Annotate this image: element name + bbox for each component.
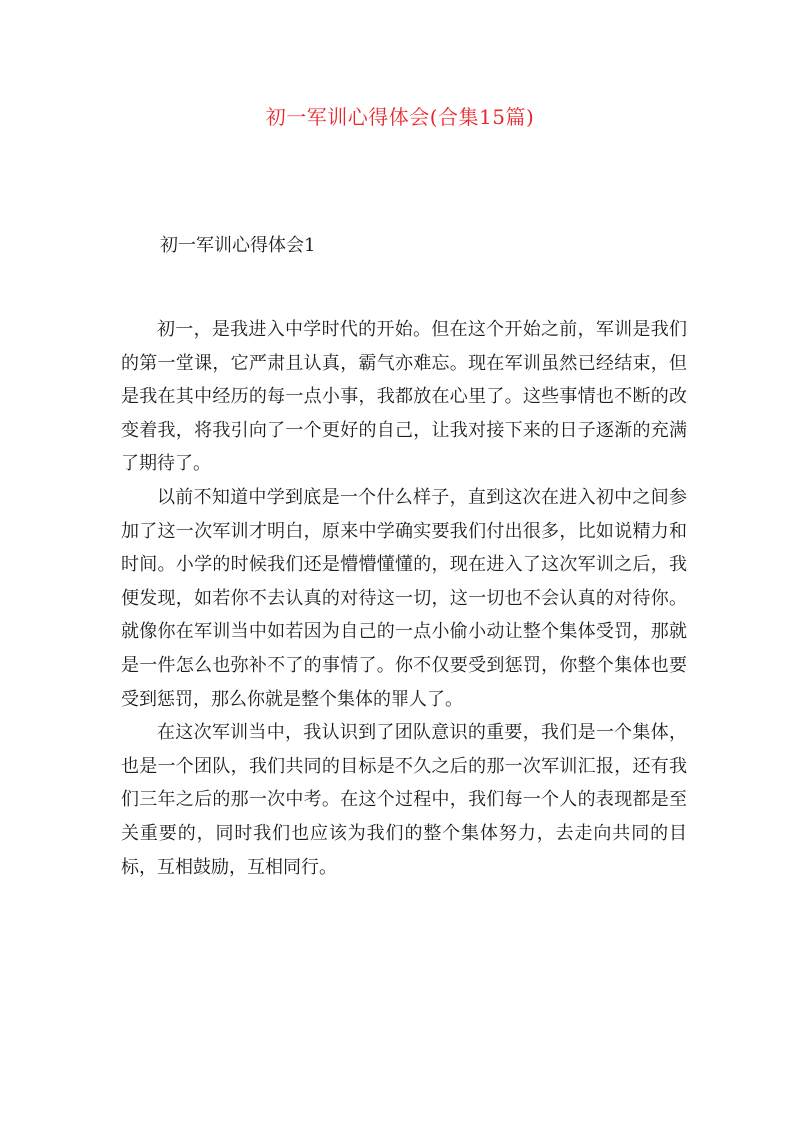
paragraph-1: 初一，是我进入中学时代的开始。但在这个开始之前，军训是我们的第一堂课，它严肃且认真，霸气亦难忘。现在军训虽然已经结束，但是我在其中经历的每一点小事，我都放在心里了。这些事情也不断的改变着我，将我引向了一个更好的自己，让我对接下来的日子逐渐的充满了期待了。 — [121, 319, 687, 475]
document-body — [121, 313, 687, 884]
paragraph-2: 以前不知道中学到底是一个什么样子，直到这次在进入初中之间参加了这一次军训才明白，原来中学确实要我们付出很多，比如说精力和时间。小学的时候我们还是懵懵懂懂的，现在进入了这次军训之后，我便发现，如若你不去认真的对待这一切，这一切也不会认真的对待你。就像你在军训当中如若因为自己的一点小偷小动让整个集体受罚，那就是一件怎么也弥补不了的事情了。你不仅要受到惩罚，你整个集体也要受到惩罚，那么你就是整个集体的罪人了。 — [121, 486, 687, 710]
section-heading: 初一军训心得体会1 — [160, 235, 316, 256]
paragraph-3: 在这次军训当中，我认识到了团队意识的重要，我们是一个集体，也是一个团队，我们共同的目标是不久之后的那一次军训汇报，还有我们三年之后的那一次中考。在这个过程中，我们每一个人的表现都是至关重要的，同时我们也应该为我们的整个集体努力，去走向共同的目标，互相鼓励，互相同行。 — [121, 722, 687, 878]
document-title: 初一军训心得体会(合集15篇) — [265, 105, 535, 129]
